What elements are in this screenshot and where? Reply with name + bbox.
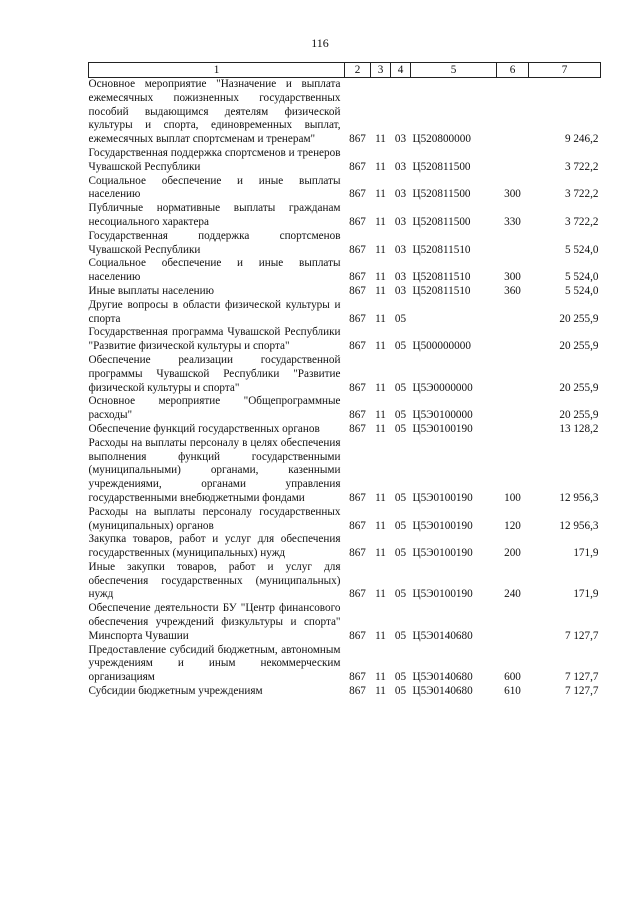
row-section-code: 11 xyxy=(375,685,386,698)
row-amount: 7 127,7 xyxy=(564,629,599,642)
row-amount: 3 722,2 xyxy=(564,215,599,228)
row-amount: 3 722,2 xyxy=(564,160,599,173)
row-target-code: Ц520811510 xyxy=(412,271,471,284)
row-amount: 7 127,7 xyxy=(564,671,599,684)
table-row xyxy=(89,230,601,258)
table-row xyxy=(89,78,601,147)
row-amount: 20 255,9 xyxy=(559,340,599,353)
row-ministry-code: 867 xyxy=(349,243,366,256)
row-ministry-code: 867 xyxy=(349,340,366,353)
row-section-code: 11 xyxy=(375,409,386,422)
row-amount: 9 246,2 xyxy=(564,133,599,146)
row-subsection-code: 03 xyxy=(394,160,407,173)
row-ministry-code: 867 xyxy=(349,160,366,173)
row-section-code: 11 xyxy=(375,312,386,325)
row-name: Обеспечение деятельности БУ "Центр финансового обеспечения учреждений физкультуры и спорта" Минспорта Чувашии xyxy=(88,602,341,642)
row-name: Расходы на выплаты персоналу в целях обеспечения выполнения функций государственными (муниципальными) органами, казенными учреждениями, органами управления государственными внебюджетными фондами xyxy=(88,436,341,504)
table-row xyxy=(89,299,601,327)
row-section-code: 11 xyxy=(375,188,386,201)
row-target-code: Ц5Э0140680 xyxy=(412,629,473,642)
row-expense-type-code xyxy=(497,230,529,258)
table-row xyxy=(89,506,601,534)
row-ministry-code: 867 xyxy=(349,685,366,698)
table-row xyxy=(89,285,601,299)
row-name: Государственная программа Чувашской Республики "Развитие физической культуры и спорта" xyxy=(88,326,341,353)
row-amount: 12 956,3 xyxy=(559,491,599,504)
row-name: Государственная поддержка спортсменов Чувашской Республики xyxy=(88,229,341,256)
row-target-code xyxy=(411,299,497,327)
row-amount: 20 255,9 xyxy=(559,409,599,422)
row-amount: 5 524,0 xyxy=(564,243,599,256)
row-expense-type-code xyxy=(497,602,529,643)
row-amount: 7 127,7 xyxy=(564,685,599,698)
column-header-4: 4 xyxy=(391,63,411,78)
row-expense-type-code: 120 xyxy=(504,519,521,532)
table-header xyxy=(89,63,601,78)
column-header-1: 1 xyxy=(89,63,345,78)
row-expense-type-code: 610 xyxy=(504,685,521,698)
row-name: Обеспечение реализации государственной программы Чувашской Республики "Развитие физической культуры и спорта" xyxy=(88,353,341,394)
row-name: Иные закупки товаров, работ и услуг для обеспечения государственных (муниципальных) нужд xyxy=(88,560,341,601)
table-row xyxy=(89,602,601,643)
row-target-code: Ц520811510 xyxy=(412,243,471,256)
row-ministry-code: 867 xyxy=(349,671,366,684)
row-target-code: Ц5Э0100190 xyxy=(412,519,473,532)
row-ministry-code: 867 xyxy=(349,409,366,422)
row-section-code: 11 xyxy=(375,381,386,394)
table-row xyxy=(89,354,601,395)
row-expense-type-code: 240 xyxy=(504,588,521,601)
row-target-code: Ц5Э0100190 xyxy=(412,491,473,504)
row-subsection-code: 05 xyxy=(394,629,407,642)
row-ministry-code: 867 xyxy=(349,629,366,642)
row-subsection-code: 05 xyxy=(394,685,407,698)
row-name: Основное мероприятие "Общепрограммные расходы" xyxy=(88,395,341,422)
row-amount: 12 956,3 xyxy=(559,519,599,532)
row-amount: 171,9 xyxy=(573,588,599,601)
row-subsection-code: 05 xyxy=(394,312,407,325)
row-name: Публичные нормативные выплаты гражданам несоциального характера xyxy=(88,202,341,228)
row-ministry-code: 867 xyxy=(349,547,366,560)
row-target-code: Ц5Э0100190 xyxy=(412,588,473,601)
row-subsection-code: 05 xyxy=(394,588,407,601)
table-row xyxy=(89,561,601,602)
row-subsection-code: 03 xyxy=(394,215,407,228)
column-header-6: 6 xyxy=(497,63,529,78)
row-target-code: Ц5Э0140680 xyxy=(412,671,473,684)
row-expense-type-code xyxy=(497,395,529,423)
row-name: Иные выплаты населению xyxy=(88,284,214,297)
row-section-code: 11 xyxy=(375,215,386,228)
row-target-code: Ц5Э0100000 xyxy=(412,409,473,422)
row-name: Социальное обеспечение и иные выплаты населению xyxy=(88,257,341,284)
row-section-code: 11 xyxy=(375,243,386,256)
table-row xyxy=(89,326,601,354)
row-ministry-code: 867 xyxy=(349,491,366,504)
row-target-code: Ц520811510 xyxy=(412,284,471,297)
row-amount: 171,9 xyxy=(573,547,599,560)
row-target-code: Ц520800000 xyxy=(412,133,471,146)
row-section-code: 11 xyxy=(375,271,386,284)
row-name: Государственная поддержка спортсменов и тренеров Чувашской Республики xyxy=(88,146,341,173)
row-expense-type-code: 300 xyxy=(504,271,521,284)
row-section-code: 11 xyxy=(375,519,386,532)
row-subsection-code: 05 xyxy=(394,409,407,422)
row-name: Другие вопросы в области физической культуры и спорта xyxy=(88,298,341,325)
row-amount: 20 255,9 xyxy=(559,381,599,394)
row-target-code: Ц5Э0140680 xyxy=(412,685,473,698)
table-row xyxy=(89,175,601,203)
row-target-code: Ц5Э0000000 xyxy=(412,381,473,394)
row-subsection-code: 05 xyxy=(394,671,407,684)
row-ministry-code: 867 xyxy=(349,215,366,228)
row-expense-type-code: 330 xyxy=(504,215,521,228)
row-subsection-code: 03 xyxy=(394,133,407,146)
row-subsection-code: 03 xyxy=(394,284,407,297)
row-subsection-code: 05 xyxy=(394,491,407,504)
row-expense-type-code xyxy=(497,299,529,327)
row-amount: 20 255,9 xyxy=(559,312,599,325)
row-ministry-code: 867 xyxy=(349,133,366,146)
row-expense-type-code: 300 xyxy=(504,188,521,201)
row-name: Обеспечение функций государственных органов xyxy=(88,422,320,435)
table-row xyxy=(89,533,601,561)
header-row xyxy=(89,63,601,78)
row-section-code: 11 xyxy=(375,588,386,601)
row-subsection-code: 05 xyxy=(394,340,407,353)
row-target-code: Ц520811500 xyxy=(412,188,471,201)
row-expense-type-code xyxy=(497,354,529,395)
budget-table xyxy=(88,62,601,699)
row-target-code: Ц500000000 xyxy=(412,340,471,353)
row-name: Предоставление субсидий бюджетным, автономным учреждениям и иным некоммерческим организациям xyxy=(88,643,341,684)
row-ministry-code: 867 xyxy=(349,519,366,532)
row-section-code: 11 xyxy=(375,629,386,642)
row-name: Закупка товаров, работ и услуг для обеспечения государственных (муниципальных) нужд xyxy=(88,533,341,560)
row-section-code: 11 xyxy=(375,160,386,173)
row-expense-type-code xyxy=(497,147,529,175)
row-amount: 13 128,2 xyxy=(559,422,599,435)
row-section-code: 11 xyxy=(375,284,386,297)
row-name: Субсидии бюджетным учреждениям xyxy=(88,685,263,698)
row-section-code: 11 xyxy=(375,491,386,504)
row-subsection-code: 05 xyxy=(394,381,407,394)
table-row xyxy=(89,685,601,699)
table-row xyxy=(89,423,601,437)
column-header-2: 2 xyxy=(345,63,371,78)
row-target-code: Ц520811500 xyxy=(412,160,471,173)
table-row xyxy=(89,147,601,175)
row-amount: 5 524,0 xyxy=(564,284,599,297)
column-header-5: 5 xyxy=(411,63,497,78)
row-expense-type-code: 100 xyxy=(504,491,521,504)
row-subsection-code: 05 xyxy=(394,547,407,560)
row-subsection-code: 03 xyxy=(394,243,407,256)
row-target-code: Ц520811500 xyxy=(412,215,471,228)
row-section-code: 11 xyxy=(375,133,386,146)
row-subsection-code: 05 xyxy=(394,519,407,532)
row-ministry-code: 867 xyxy=(349,422,366,435)
row-expense-type-code: 200 xyxy=(504,547,521,560)
row-ministry-code: 867 xyxy=(349,588,366,601)
row-ministry-code: 867 xyxy=(349,381,366,394)
row-amount: 3 722,2 xyxy=(564,188,599,201)
row-expense-type-code: 600 xyxy=(504,671,521,684)
row-section-code: 11 xyxy=(375,671,386,684)
row-expense-type-code xyxy=(497,326,529,354)
column-header-3: 3 xyxy=(371,63,391,78)
table-body xyxy=(89,78,601,699)
row-subsection-code: 05 xyxy=(394,422,407,435)
row-section-code: 11 xyxy=(375,547,386,560)
row-name: Социальное обеспечение и иные выплаты населению xyxy=(88,174,341,201)
table-row xyxy=(89,202,601,230)
row-subsection-code: 03 xyxy=(394,271,407,284)
column-header-7: 7 xyxy=(529,63,601,78)
row-name: Расходы на выплаты персоналу государственных (муниципальных) органов xyxy=(88,505,341,532)
table-row xyxy=(89,644,601,685)
row-ministry-code: 867 xyxy=(349,271,366,284)
table-row xyxy=(89,395,601,423)
row-section-code: 11 xyxy=(375,340,386,353)
row-section-code: 11 xyxy=(375,422,386,435)
row-ministry-code: 867 xyxy=(349,284,366,297)
row-expense-type-code xyxy=(497,78,529,147)
row-subsection-code: 03 xyxy=(394,188,407,201)
row-ministry-code: 867 xyxy=(349,312,366,325)
row-amount: 5 524,0 xyxy=(564,271,599,284)
row-expense-type-code: 360 xyxy=(504,284,521,297)
row-expense-type-code xyxy=(497,423,529,437)
page-number: 116 xyxy=(311,36,329,50)
row-ministry-code: 867 xyxy=(349,188,366,201)
table-row xyxy=(89,257,601,285)
table-row xyxy=(89,437,601,506)
row-target-code: Ц5Э0100190 xyxy=(412,547,473,560)
row-target-code: Ц5Э0100190 xyxy=(412,422,473,435)
row-name: Основное мероприятие "Назначение и выплата ежемесячных пожизненных государственных пособий выдающимся деятелям физической культуры и спорта, единовременных выплат, ежемесячных выплат спортсменам и тренерам" xyxy=(88,78,341,146)
